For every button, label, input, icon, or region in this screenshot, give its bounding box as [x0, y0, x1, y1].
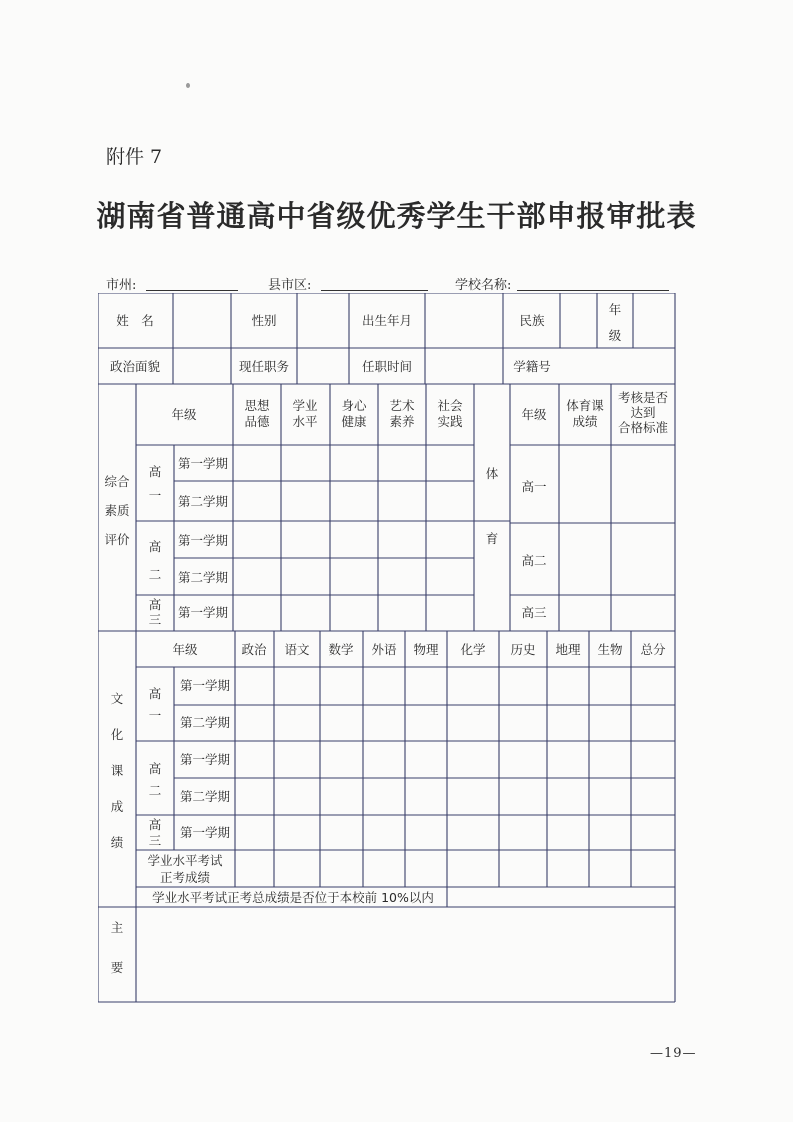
main-section-label-2: 要	[110, 960, 124, 975]
main-section-label-1: 主	[110, 920, 124, 935]
current-position-label: 现任职务	[238, 359, 290, 374]
arts-header-2: 素养	[389, 414, 415, 429]
student-id-label: 学籍号	[513, 359, 551, 374]
c-year2-label-1: 高	[148, 761, 162, 776]
arts-header-1: 艺术	[389, 398, 415, 413]
moral-header-1: 思想	[244, 398, 270, 413]
pe-score-header-2: 成绩	[572, 414, 598, 429]
subject-math: 数学	[328, 642, 354, 657]
culture-section-label-1: 文	[110, 691, 124, 706]
c-year2-sem1: 第一学期	[179, 752, 231, 767]
q-year2-sem2: 第二学期	[177, 570, 229, 585]
grade-label-top: 年	[608, 302, 622, 317]
pe-section-label-2: 育	[485, 531, 499, 546]
pe-score-header-1: 体育课	[566, 398, 604, 413]
subject-total: 总分	[640, 642, 666, 657]
scan-speck	[186, 83, 190, 88]
q-year3-label-2: 三	[148, 612, 162, 627]
pe-pass-header-3: 合格标准	[617, 420, 669, 435]
q-year1-label-2: 一	[148, 488, 162, 503]
moral-header-2: 品德	[244, 414, 270, 429]
pe-row-year3: 高三	[521, 605, 547, 620]
subject-politics: 政治	[241, 642, 267, 657]
school-label: 学校名称:	[455, 278, 512, 293]
school-blank[interactable]	[517, 290, 669, 291]
pe-row-year1: 高一	[521, 479, 547, 494]
c-year1-label-2: 一	[148, 708, 162, 723]
name-label: 姓 名	[116, 313, 154, 328]
academic-header-2: 水平	[292, 414, 318, 429]
birth-date-label: 出生年月	[361, 313, 413, 328]
q-year1-label-1: 高	[148, 464, 162, 479]
academic-header-1: 学业	[292, 398, 318, 413]
q-year1-sem2: 第二学期	[177, 494, 229, 509]
application-form-table	[98, 293, 676, 1005]
q-year3-sem1: 第一学期	[177, 605, 229, 620]
c-year1-label-1: 高	[148, 686, 162, 701]
term-start-label: 任职时间	[361, 359, 413, 374]
q-year2-label-2: 二	[148, 567, 162, 582]
subject-biology: 生物	[597, 642, 623, 657]
culture-section-label-3: 课	[110, 763, 124, 778]
q-year2-label-1: 高	[148, 539, 162, 554]
c-year1-sem1: 第一学期	[179, 678, 231, 693]
pe-section-label-1: 体	[485, 466, 499, 481]
subject-physics: 物理	[413, 642, 439, 657]
q-year1-sem1: 第一学期	[177, 456, 229, 471]
city-label: 市州:	[106, 278, 137, 293]
county-blank[interactable]	[321, 290, 428, 291]
quality-section-label-2: 素质	[104, 503, 130, 518]
subject-chinese: 语文	[284, 642, 310, 657]
culture-section-label-2: 化	[110, 727, 124, 742]
quality-section-label-1: 综合	[104, 474, 130, 489]
social-header-2: 实践	[437, 414, 463, 429]
top-ten-percent-label: 学业水平考试正考总成绩是否位于本校前 10%以内	[152, 890, 434, 905]
city-blank[interactable]	[146, 290, 238, 291]
quality-section-label-3: 评价	[104, 532, 130, 547]
subject-chemistry: 化学	[460, 642, 486, 657]
page-number: —19—	[650, 1046, 697, 1061]
grade-label-bottom: 级	[608, 328, 622, 343]
county-label: 县市区:	[268, 278, 312, 293]
political-status-label: 政治面貌	[109, 359, 161, 374]
c-year2-sem2: 第二学期	[179, 789, 231, 804]
c-year1-sem2: 第二学期	[179, 715, 231, 730]
subject-foreign-language: 外语	[371, 642, 397, 657]
pe-grade-header: 年级	[521, 407, 547, 422]
quality-grade-header: 年级	[171, 407, 197, 422]
pe-row-year2: 高二	[521, 553, 547, 568]
culture-grade-header: 年级	[172, 642, 198, 657]
culture-section-label-5: 绩	[110, 835, 124, 850]
gender-label: 性别	[251, 313, 277, 328]
subject-geography: 地理	[555, 642, 581, 657]
form-title: 湖南省普通高中省级优秀学生干部申报审批表	[96, 199, 697, 233]
health-header-1: 身心	[341, 398, 367, 413]
exam-score-label-2: 正考成绩	[159, 870, 211, 885]
c-year2-label-2: 二	[148, 783, 162, 798]
c-year3-label-2: 三	[148, 833, 162, 848]
pe-pass-header-1: 考核是否	[617, 390, 669, 405]
pe-pass-header-2: 达到	[630, 405, 656, 420]
culture-section-label-4: 成	[110, 799, 124, 814]
health-header-2: 健康	[341, 414, 367, 429]
c-year3-sem1: 第一学期	[179, 825, 231, 840]
exam-score-label-1: 学业水平考试	[147, 853, 223, 868]
q-year3-label-1: 高	[148, 597, 162, 612]
social-header-1: 社会	[437, 398, 463, 413]
q-year2-sem1: 第一学期	[177, 533, 229, 548]
c-year3-label-1: 高	[148, 817, 162, 832]
attachment-label: 附件 7	[106, 146, 163, 168]
subject-history: 历史	[510, 642, 536, 657]
ethnicity-label: 民族	[519, 313, 545, 328]
